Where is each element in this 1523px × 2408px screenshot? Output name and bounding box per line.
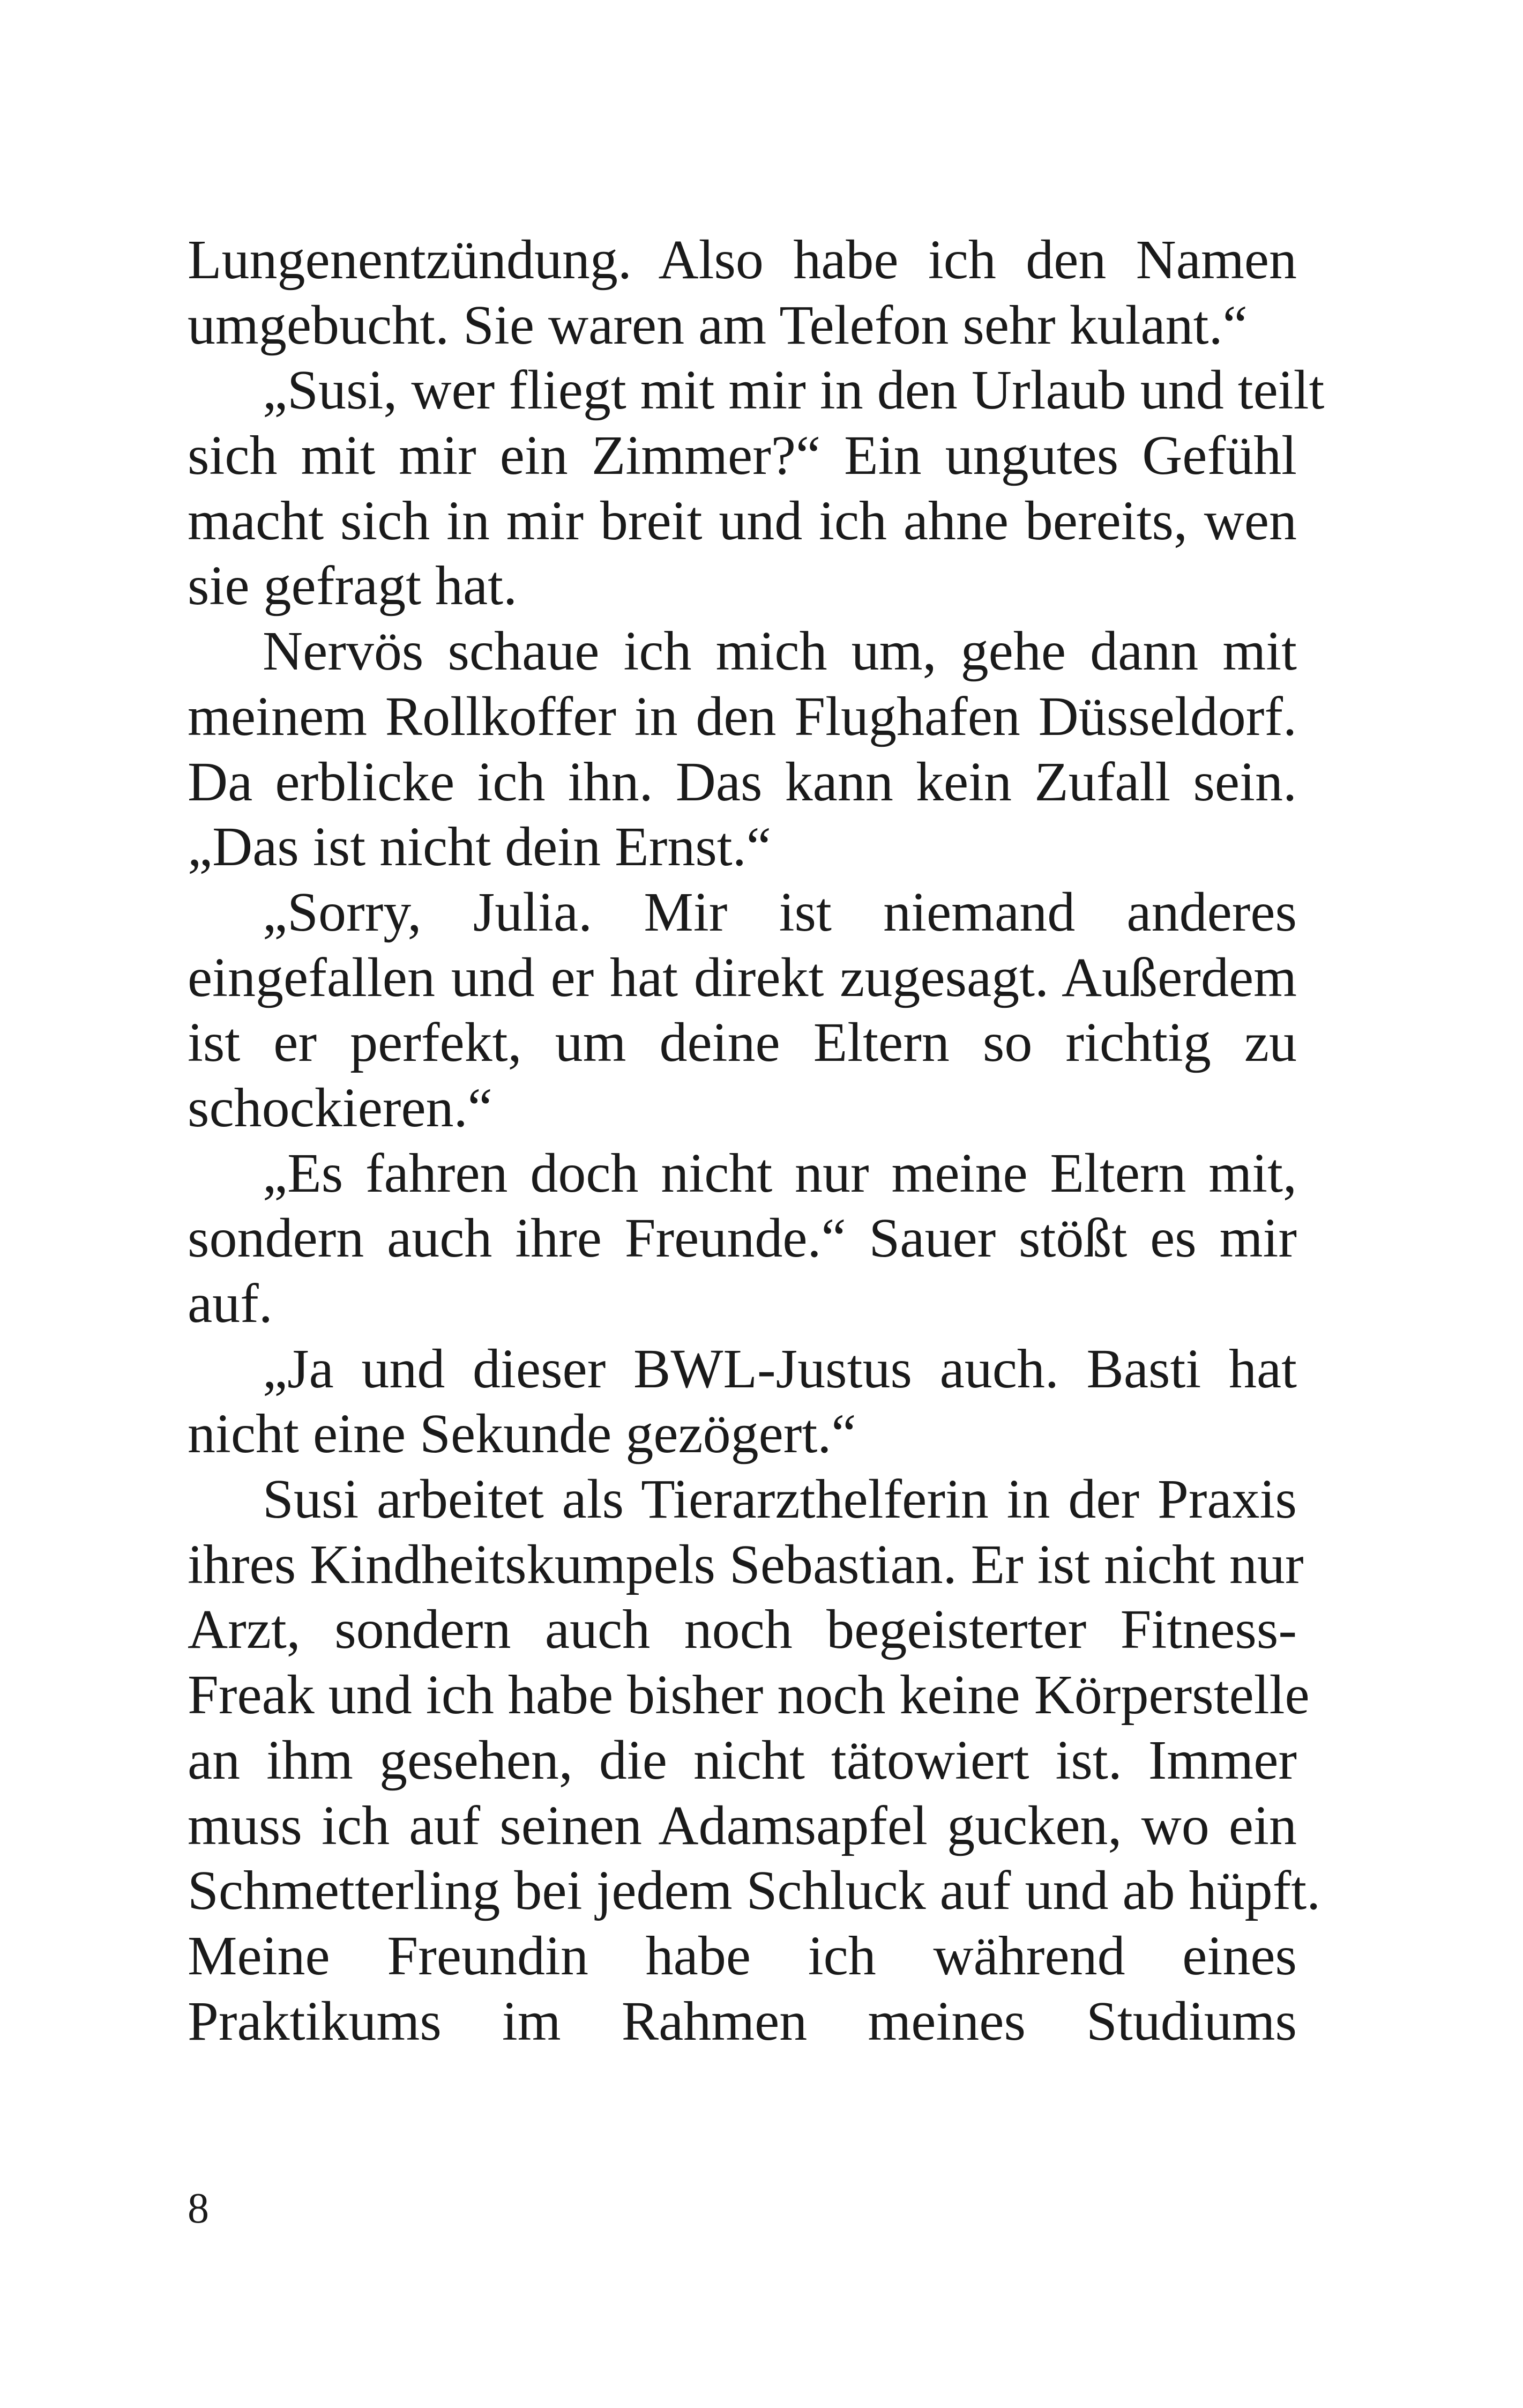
- text-line: Freak und ich habe bisher noch keine Körperstelle: [188, 1664, 1310, 1726]
- text-line: sich mit mir ein Zimmer?“ Ein ungutes Gefühl: [188, 425, 1297, 487]
- text-line: Schmetterling bei jedem Schluck auf und ab hüpft.: [188, 1860, 1321, 1922]
- text-line: Arzt, sondern auch noch begeisterter Fitness-: [188, 1599, 1297, 1661]
- text-line: „Es fahren doch nicht nur meine Eltern mit,: [263, 1142, 1297, 1204]
- text-line: muss ich auf seinen Adamsapfel gucken, wo ein: [188, 1794, 1297, 1856]
- text-line: „Susi, wer fliegt mit mir in den Urlaub und teilt: [263, 359, 1325, 421]
- text-line: schockieren.“: [188, 1076, 492, 1139]
- text-line: macht sich in mir breit und ich ahne bereits, wen: [188, 489, 1297, 552]
- text-line: eingefallen und er hat direkt zugesagt. Außerdem: [188, 946, 1297, 1008]
- text-line: an ihm gesehen, die nicht tätowiert ist. Immer: [188, 1729, 1297, 1791]
- text-line: umgebucht. Sie waren am Telefon sehr kulant.“: [188, 294, 1248, 356]
- text-line: nicht eine Sekunde gezögert.“: [188, 1403, 856, 1465]
- text-line: „Sorry, Julia. Mir ist niemand anderes: [263, 881, 1297, 943]
- text-line: „Ja und dieser BWL-Justus auch. Basti hat: [263, 1337, 1297, 1400]
- text-line: Praktikums im Rahmen meines Studiums: [188, 1990, 1297, 2052]
- text-line: Da erblicke ich ihn. Das kann kein Zufall sein.: [188, 750, 1297, 813]
- page-number: 8: [188, 2185, 209, 2232]
- body-text: [188, 227, 1325, 2054]
- text-line: sie gefragt hat.: [188, 555, 518, 617]
- text-line: meinem Rollkoffer in den Flughafen Düsseldorf.: [188, 685, 1297, 747]
- text-line: Meine Freundin habe ich während eines: [188, 1924, 1297, 1987]
- text-line: Nervös schaue ich mich um, gehe dann mit: [263, 620, 1297, 682]
- text-line: ihres Kindheitskumpels Sebastian. Er ist nicht nur: [188, 1533, 1304, 1595]
- text-line: Susi arbeitet als Tierarzthelferin in der Praxis: [263, 1468, 1297, 1530]
- text-line: Lungenentzündung. Also habe ich den Namen: [188, 229, 1297, 291]
- text-line: sondern auch ihre Freunde.“ Sauer stößt es mir: [188, 1207, 1297, 1269]
- text-line: ist er perfekt, um deine Eltern so richtig zu: [188, 1012, 1297, 1074]
- text-line: „Das ist nicht dein Ernst.“: [188, 816, 771, 878]
- text-line: auf.: [188, 1273, 273, 1334]
